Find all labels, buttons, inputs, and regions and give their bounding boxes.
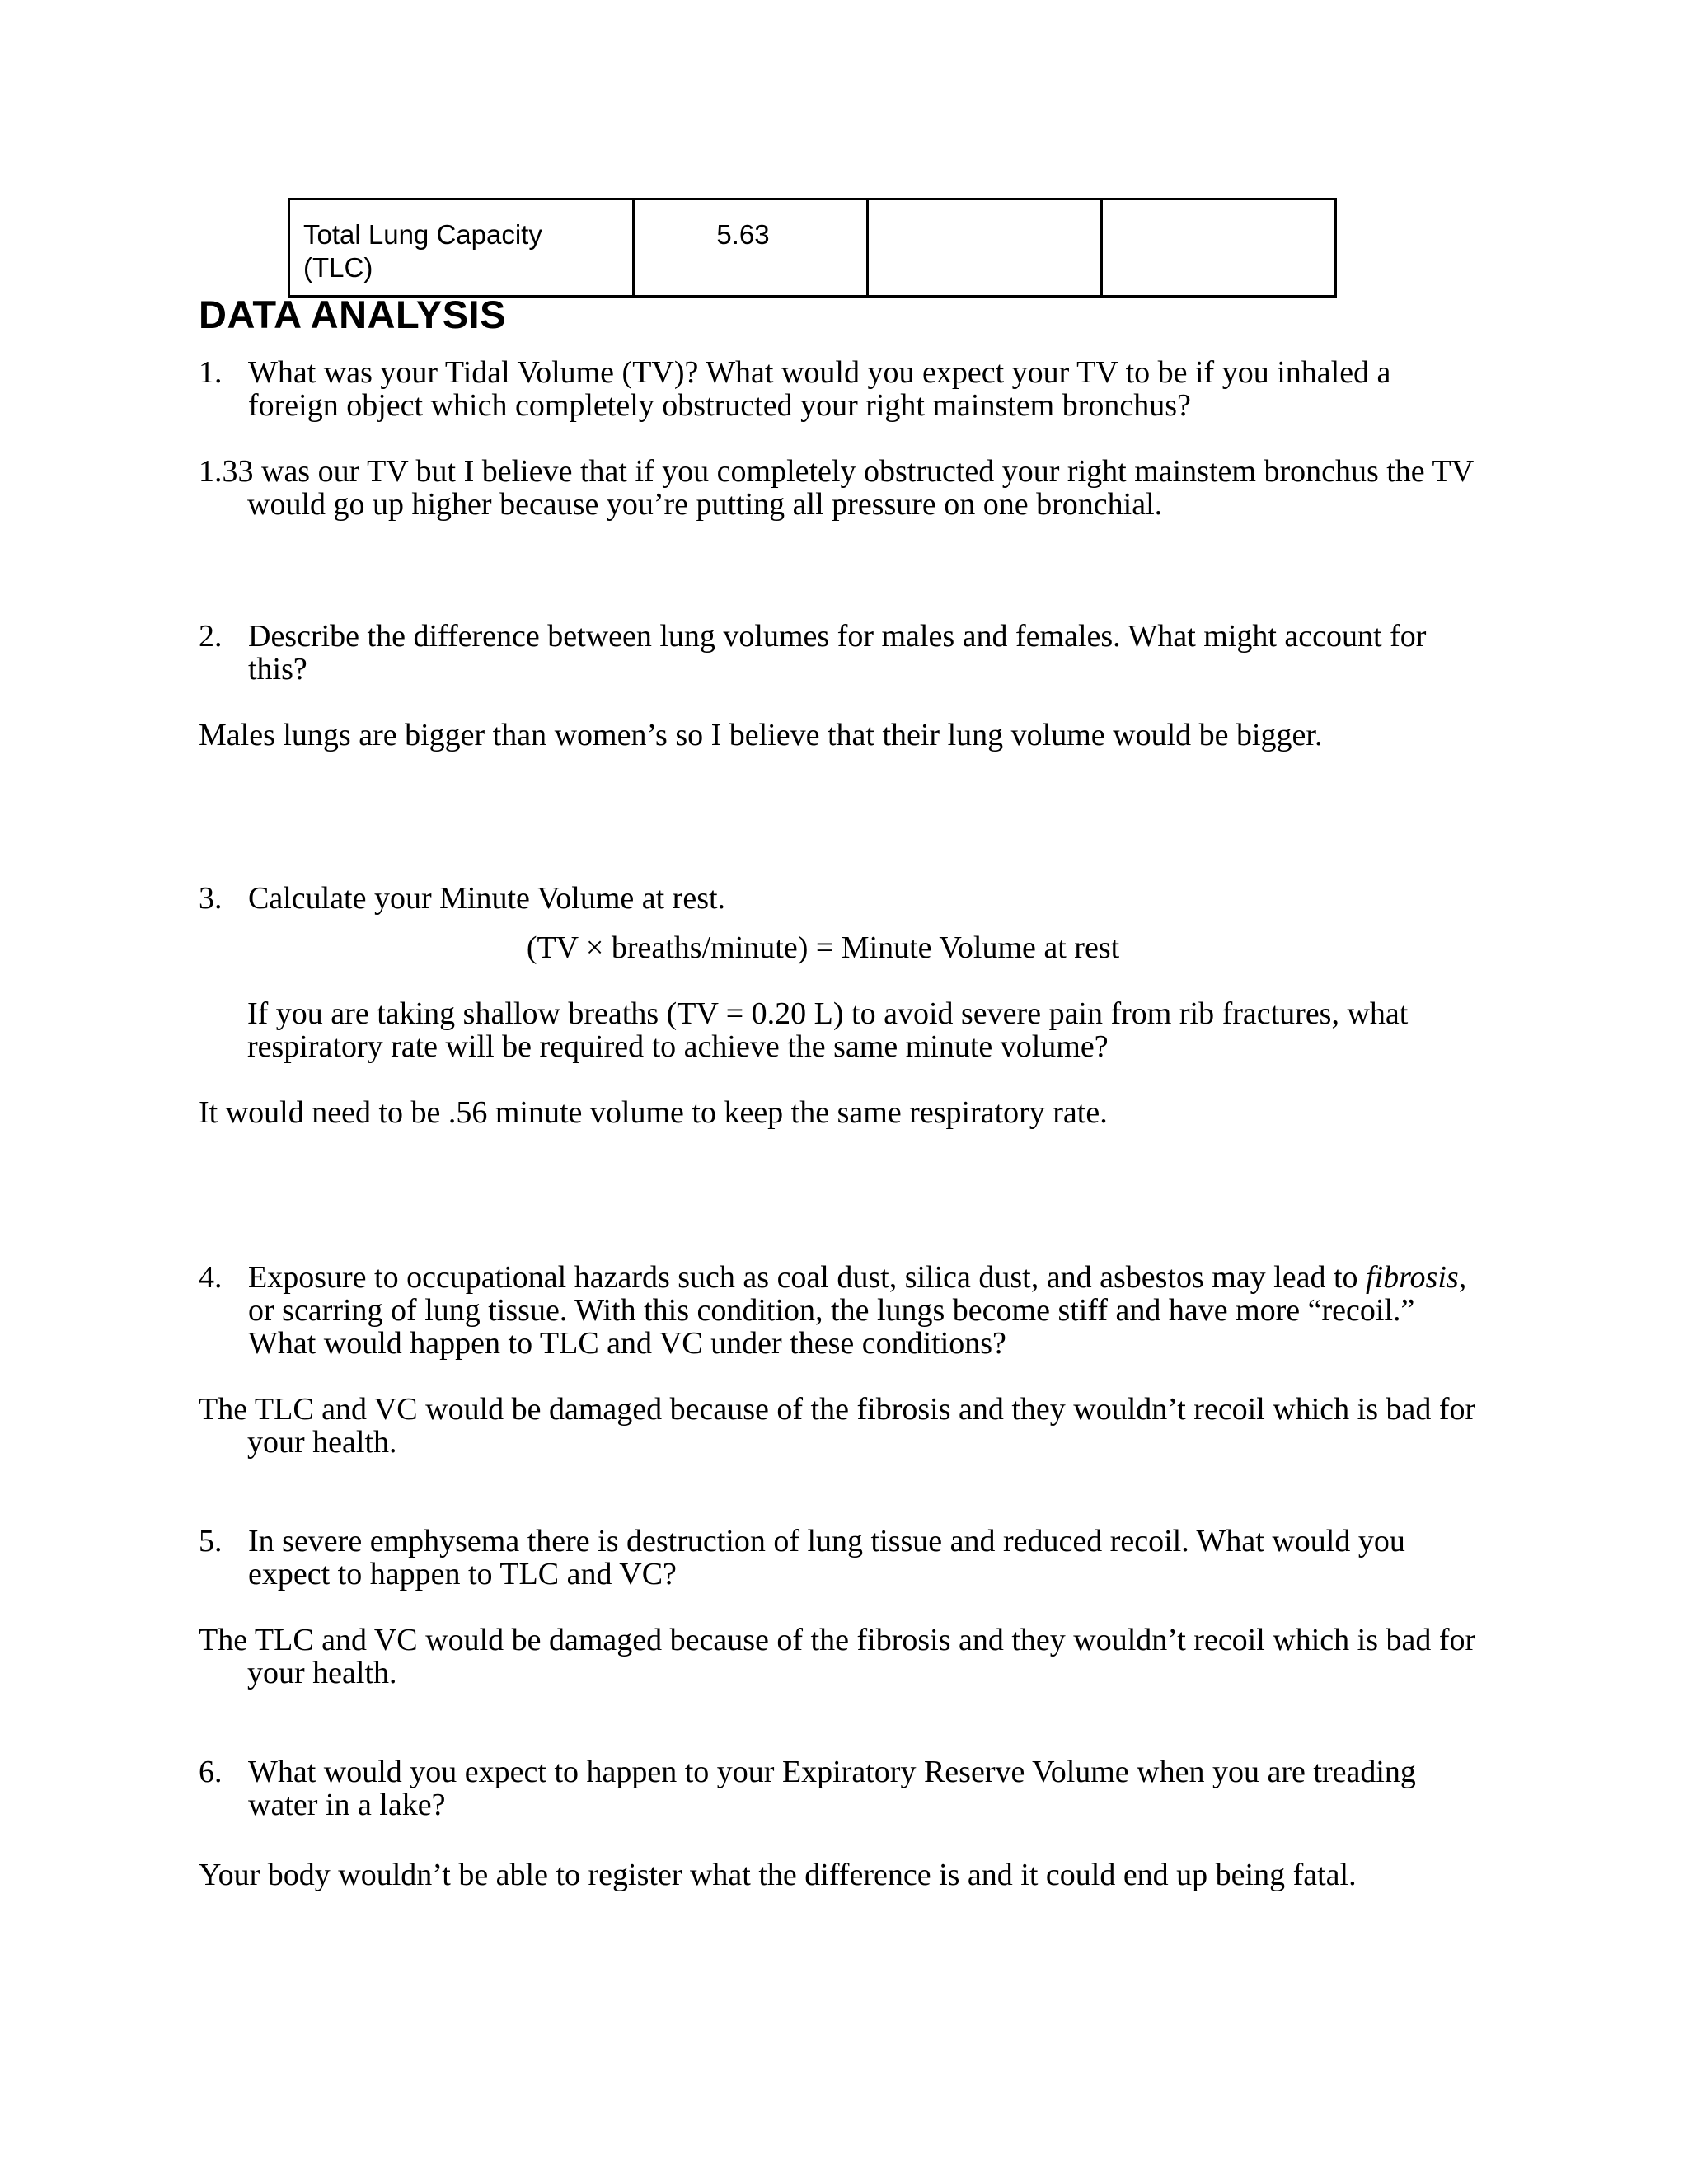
minute-volume-formula: (TV × breaths/minute) = Minute Volume at rest [526,930,1120,965]
table-cell-empty [1102,199,1336,297]
question-number: 2. [199,619,223,654]
question-6 [199,1755,1484,1821]
question-text [248,1261,1484,1360]
answer-1: 1.33 was our TV but I believe that if you completely obstructed your right mainstem bronchus the TV would go up higher because you’re putting all pressure on one bronchial. [199,454,1474,522]
question-text: What was your Tidal Volume (TV)? What would you expect your TV to be if you inhaled a foreign object which completely obstructed your right mainstem bronchus? [248,355,1391,423]
question-text: Calculate your Minute Volume at rest. [248,881,726,916]
question-text: Describe the difference between lung volumes for males and females. What might account for this? [248,619,1427,687]
question-text-part: Exposure to occupational hazards such as coal dust, silica dust, and asbestos may lead to [248,1260,1367,1295]
table-row [289,199,1336,297]
question-1 [199,356,1484,422]
answer-6: Your body wouldn’t be able to register what the difference is and it could end up being fatal. [199,1858,1357,1892]
question-number: 6. [199,1755,223,1789]
answer-5: The TLC and VC would be damaged because of the fibrosis and they wouldn’t recoil which is bad for your health. [199,1623,1476,1690]
table-cell-label [289,199,634,297]
answer-3: It would need to be .56 minute volume to keep the same respiratory rate. [199,1095,1108,1130]
question-2 [199,620,1484,686]
question-3 [199,882,1484,915]
table-cell-empty [868,199,1102,297]
question-number: 1. [199,355,223,390]
question-4 [199,1261,1484,1360]
question-text: What would you expect to happen to your Expiratory Reserve Volume when you are treading water in a lake? [248,1755,1416,1822]
question-number: 4. [199,1260,223,1295]
answer-4: The TLC and VC would be damaged because of the fibrosis and they wouldn’t recoil which is bad for your health. [199,1392,1476,1460]
question-5 [199,1525,1484,1591]
fibrosis-term: fibrosis [1366,1260,1459,1295]
lung-capacity-table [288,198,1337,298]
question-text: In severe emphysema there is destruction of lung tissue and reduced recoil. What would you expect to happen to TLC and VC? [248,1524,1405,1591]
question-text-part: , or scarring of lung tissue. With this condition, the lungs become stiff and have more “recoil.” What would happen to TLC and VC under these conditions? [248,1260,1467,1361]
question-number: 5. [199,1524,223,1558]
table-cell-value: 5.63 [634,199,868,297]
section-title: DATA ANALYSIS [199,293,506,336]
tlc-label-line2: (TLC) [303,252,373,283]
question-number: 3. [199,881,223,916]
tlc-label-line1: Total Lung Capacity [303,219,542,250]
question-3-followup: If you are taking shallow breaths (TV = 0.20 L) to avoid severe pain from rib fractures, what respiratory rate will be required to achieve the same minute volume? [247,996,1409,1064]
answer-2: Males lungs are bigger than women’s so I believe that their lung volume would be bigger. [199,718,1323,752]
